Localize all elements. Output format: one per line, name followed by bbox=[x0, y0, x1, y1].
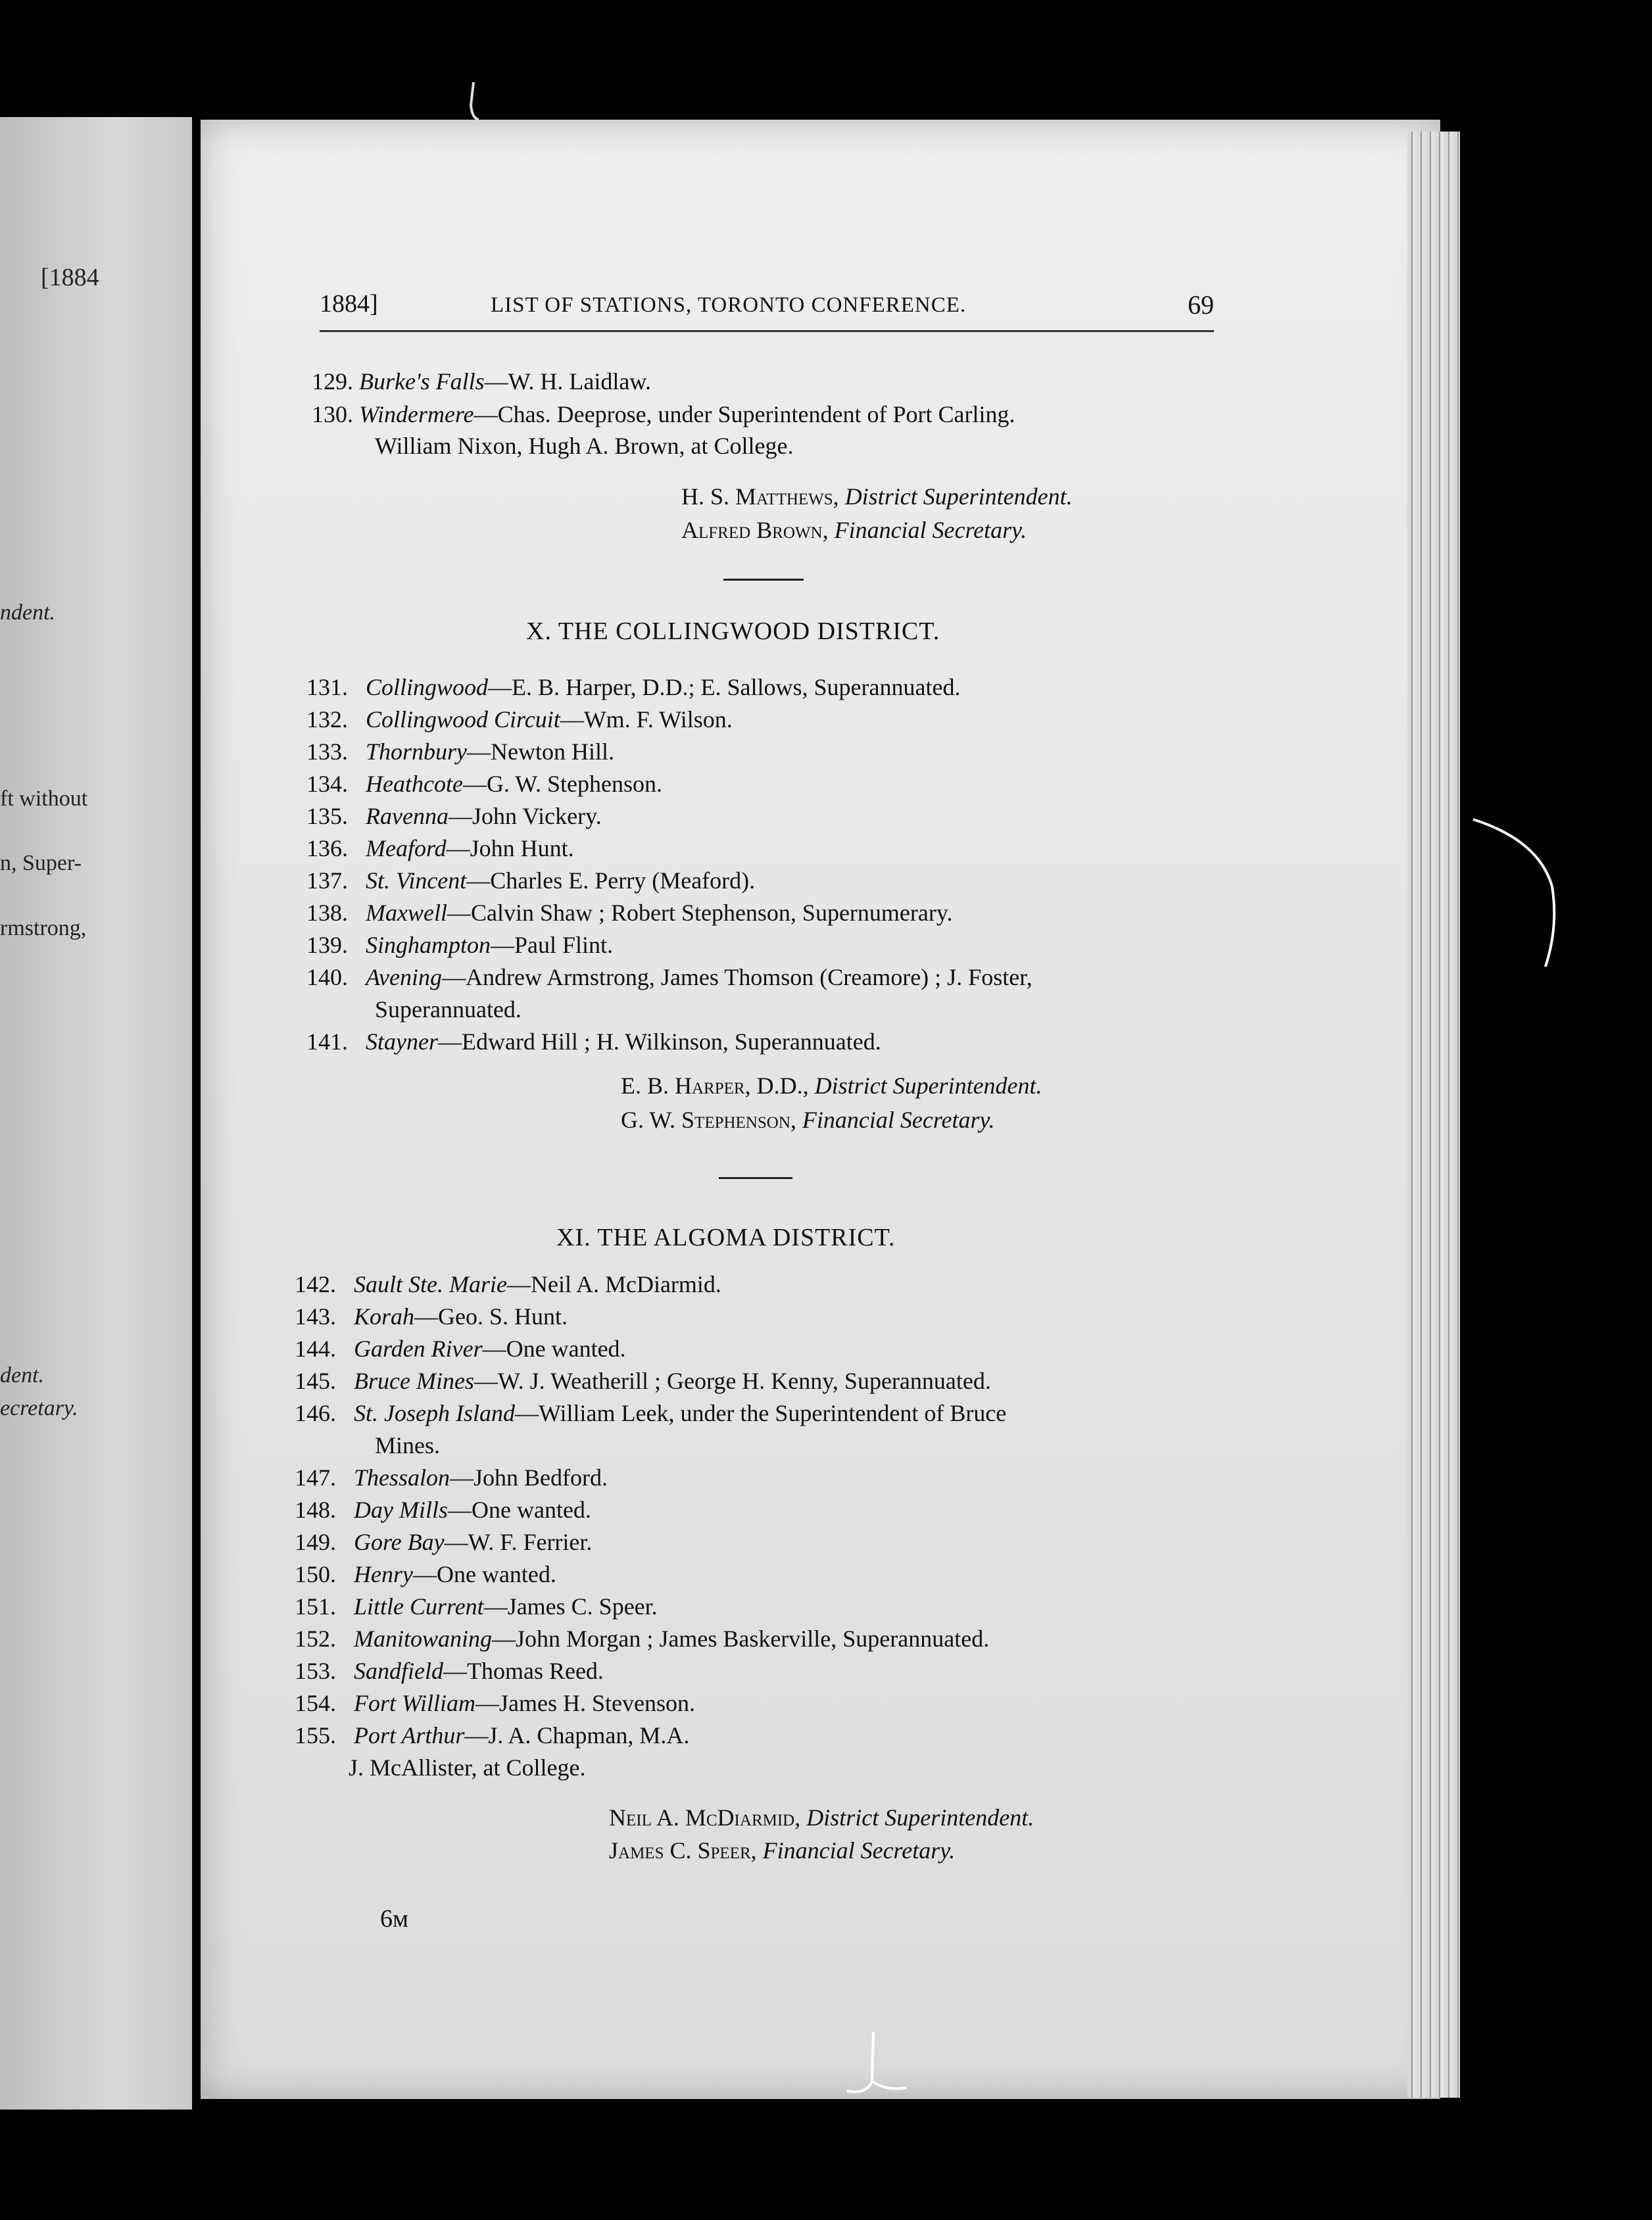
station-entry bbox=[295, 1724, 689, 1747]
station-place: St. Vincent bbox=[366, 867, 467, 894]
station-place: Bruce Mines bbox=[354, 1368, 474, 1394]
station-number: 137. bbox=[306, 867, 348, 894]
officer-line: Alfred Brown, Financial Secretary. bbox=[681, 517, 1027, 543]
station-text: —One wanted. bbox=[412, 1561, 556, 1587]
station-entry bbox=[306, 836, 574, 860]
station-place: Gore Bay bbox=[354, 1529, 445, 1555]
station-place: Port Arthur bbox=[354, 1722, 465, 1749]
pencil-bracket-mark bbox=[1467, 814, 1572, 972]
scratch-mark bbox=[466, 79, 485, 125]
station-number: 153. bbox=[295, 1658, 336, 1684]
scribble-mark bbox=[834, 2029, 913, 2101]
station-entry bbox=[295, 1691, 695, 1715]
station-text: —W. J. Weatherill ; George H. Kenny, Superannuated. bbox=[474, 1368, 991, 1394]
station-text: —James C. Speer. bbox=[483, 1593, 658, 1620]
station-text: —Calvin Shaw ; Robert Stephenson, Supernumerary. bbox=[447, 900, 953, 926]
station-number: 149. bbox=[295, 1529, 336, 1555]
station-text: —One wanted. bbox=[482, 1336, 626, 1362]
station-place: St. Joseph Island bbox=[354, 1400, 515, 1426]
station-place: Fort William bbox=[354, 1690, 476, 1716]
station-number: 142. bbox=[295, 1271, 336, 1297]
station-text: —Edward Hill ; H. Wilkinson, Superannuated. bbox=[437, 1028, 881, 1055]
left-fragment: dent. bbox=[0, 1363, 45, 1388]
station-entry bbox=[306, 965, 1032, 989]
section-divider bbox=[719, 1177, 792, 1179]
station-text: —Geo. S. Hunt. bbox=[414, 1303, 568, 1330]
station-entry bbox=[306, 933, 613, 957]
station-number: 141. bbox=[306, 1028, 348, 1055]
station-number: 150. bbox=[295, 1561, 336, 1587]
officer-line: H. S. Matthews, District Superintendent. bbox=[681, 483, 1073, 510]
station-number: 133. bbox=[306, 738, 348, 765]
station-number: 145. bbox=[295, 1368, 336, 1394]
station-entry bbox=[295, 1530, 592, 1554]
station-place: Thessalon bbox=[354, 1464, 450, 1491]
left-fragment: rmstrong, bbox=[0, 916, 87, 940]
station-text: —John Vickery. bbox=[448, 803, 602, 829]
station-place: Manitowaning bbox=[354, 1626, 493, 1652]
station-number: 132. bbox=[306, 706, 348, 733]
station-place: Heathcote bbox=[366, 771, 463, 797]
running-head bbox=[320, 289, 1214, 332]
station-entry bbox=[306, 804, 602, 828]
station-text: —J. A. Chapman, M.A. bbox=[464, 1722, 690, 1749]
station-number: 134. bbox=[306, 771, 348, 797]
station-text: —One wanted. bbox=[447, 1497, 591, 1523]
station-entry bbox=[306, 1030, 881, 1053]
station-text: —Wm. F. Wilson. bbox=[560, 706, 733, 733]
station-text: —Charles E. Perry (Meaford). bbox=[466, 867, 756, 894]
station-entry bbox=[295, 1498, 591, 1522]
station-number: 135. bbox=[306, 803, 348, 829]
station-number: 146. bbox=[295, 1400, 336, 1426]
station-place: Collingwood Circuit bbox=[366, 706, 560, 733]
officer-line: Neil A. McDiarmid, District Superintendent. bbox=[609, 1804, 1034, 1831]
station-number: 139. bbox=[306, 932, 348, 958]
station-text: —Neil A. McDiarmid. bbox=[506, 1271, 721, 1297]
station-entry bbox=[295, 1659, 604, 1683]
page-number: 69 bbox=[1188, 290, 1214, 320]
station-entry bbox=[295, 1595, 658, 1618]
station-entry bbox=[375, 998, 522, 1021]
station-entry bbox=[295, 1562, 556, 1586]
station-entry bbox=[306, 740, 614, 763]
station-entry bbox=[306, 675, 960, 699]
station-number: 138. bbox=[306, 900, 348, 926]
left-fragment: ecretary. bbox=[0, 1396, 78, 1420]
station-place: Day Mills bbox=[354, 1497, 448, 1523]
station-number: 151. bbox=[295, 1593, 336, 1620]
station-entry bbox=[295, 1401, 1006, 1425]
station-number: 154. bbox=[295, 1690, 336, 1716]
station-entry bbox=[295, 1627, 989, 1651]
station-text: —G. W. Stephenson. bbox=[462, 771, 662, 797]
station-place: Stayner bbox=[366, 1028, 438, 1055]
station-entry bbox=[306, 869, 755, 892]
district-heading: X. THE COLLINGWOOD DISTRICT. bbox=[526, 617, 940, 645]
station-place: Maxwell bbox=[366, 900, 447, 926]
station-number: 143. bbox=[295, 1303, 336, 1330]
station-number: 152. bbox=[295, 1626, 336, 1652]
station-number: 131. bbox=[306, 674, 348, 700]
station-entry bbox=[295, 1369, 991, 1393]
station-text: —William Leek, under the Superintendent of Bruce bbox=[514, 1400, 1007, 1426]
station-text: Mines. bbox=[375, 1432, 440, 1459]
station-entry bbox=[306, 772, 662, 796]
officer-line: E. B. Harper, D.D., District Superintendent. bbox=[621, 1073, 1042, 1099]
station-number: 144. bbox=[295, 1336, 336, 1362]
station-place: Singhampton bbox=[366, 932, 491, 958]
facing-page-fragment bbox=[0, 117, 192, 2110]
station-entry bbox=[306, 901, 953, 925]
station-text: —James H. Stevenson. bbox=[475, 1690, 695, 1716]
station-entry: 129. Burke's Falls—W. H. Laidlaw. bbox=[312, 368, 651, 395]
section-divider bbox=[723, 579, 804, 581]
station-place: Korah bbox=[354, 1303, 415, 1330]
officer-line: G. W. Stephenson, Financial Secretary. bbox=[621, 1107, 995, 1133]
station-entry bbox=[306, 708, 733, 731]
station-text: —E. B. Harper, D.D.; E. Sallows, Superannuated. bbox=[488, 674, 961, 700]
station-place: Ravenna bbox=[366, 803, 449, 829]
continuation-line: J. McAllister, at College. bbox=[349, 1754, 586, 1781]
officer-line: James C. Speer, Financial Secretary. bbox=[609, 1837, 956, 1864]
station-text: —John Bedford. bbox=[450, 1464, 608, 1491]
station-number: 140. bbox=[306, 964, 348, 990]
header-title: LIST OF STATIONS, TORONTO CONFERENCE. bbox=[491, 293, 967, 317]
station-place: Meaford bbox=[366, 835, 447, 861]
station-place: Henry bbox=[354, 1561, 413, 1587]
station-number: 147. bbox=[295, 1464, 336, 1491]
signature-mark: 6м bbox=[380, 1905, 409, 1933]
continuation-line: William Nixon, Hugh A. Brown, at College. bbox=[375, 433, 794, 459]
station-text: —W. F. Ferrier. bbox=[444, 1529, 593, 1555]
station-entry: 130. Windermere—Chas. Deeprose, under Superintendent of Port Carling. bbox=[312, 401, 1015, 427]
left-fragment: ndent. bbox=[0, 600, 56, 625]
station-entry bbox=[295, 1466, 608, 1489]
station-place: Sault Ste. Marie bbox=[354, 1271, 507, 1297]
station-text: —Paul Flint. bbox=[491, 932, 614, 958]
station-place: Collingwood bbox=[366, 674, 489, 700]
page-edges bbox=[1407, 132, 1460, 2098]
station-text: —Andrew Armstrong, James Thomson (Creamore) ; J. Foster, bbox=[441, 964, 1032, 990]
station-place: Little Current bbox=[354, 1593, 484, 1620]
station-text: —John Morgan ; James Baskerville, Superannuated. bbox=[492, 1626, 990, 1652]
station-text: Superannuated. bbox=[375, 996, 522, 1023]
station-text: —Thomas Reed. bbox=[443, 1658, 604, 1684]
left-fragment: ft without bbox=[0, 786, 88, 811]
station-entry bbox=[295, 1337, 626, 1361]
station-text: —John Hunt. bbox=[446, 835, 574, 861]
station-entry bbox=[295, 1272, 721, 1296]
header-year: 1884] bbox=[320, 290, 378, 318]
station-number: 136. bbox=[306, 835, 348, 861]
station-place: Garden River bbox=[354, 1336, 483, 1362]
station-entry bbox=[295, 1305, 568, 1328]
station-number: 148. bbox=[295, 1497, 336, 1523]
station-number: 155. bbox=[295, 1722, 336, 1749]
district-heading: XI. THE ALGOMA DISTRICT. bbox=[556, 1224, 896, 1251]
station-place: Avening bbox=[366, 964, 442, 990]
station-text: —Newton Hill. bbox=[467, 738, 615, 765]
left-fragment: n, Super- bbox=[0, 851, 82, 875]
station-place: Thornbury bbox=[366, 738, 468, 765]
station-place: Sandfield bbox=[354, 1658, 443, 1684]
left-fragment: [1884 bbox=[41, 264, 99, 291]
station-entry bbox=[375, 1434, 440, 1457]
